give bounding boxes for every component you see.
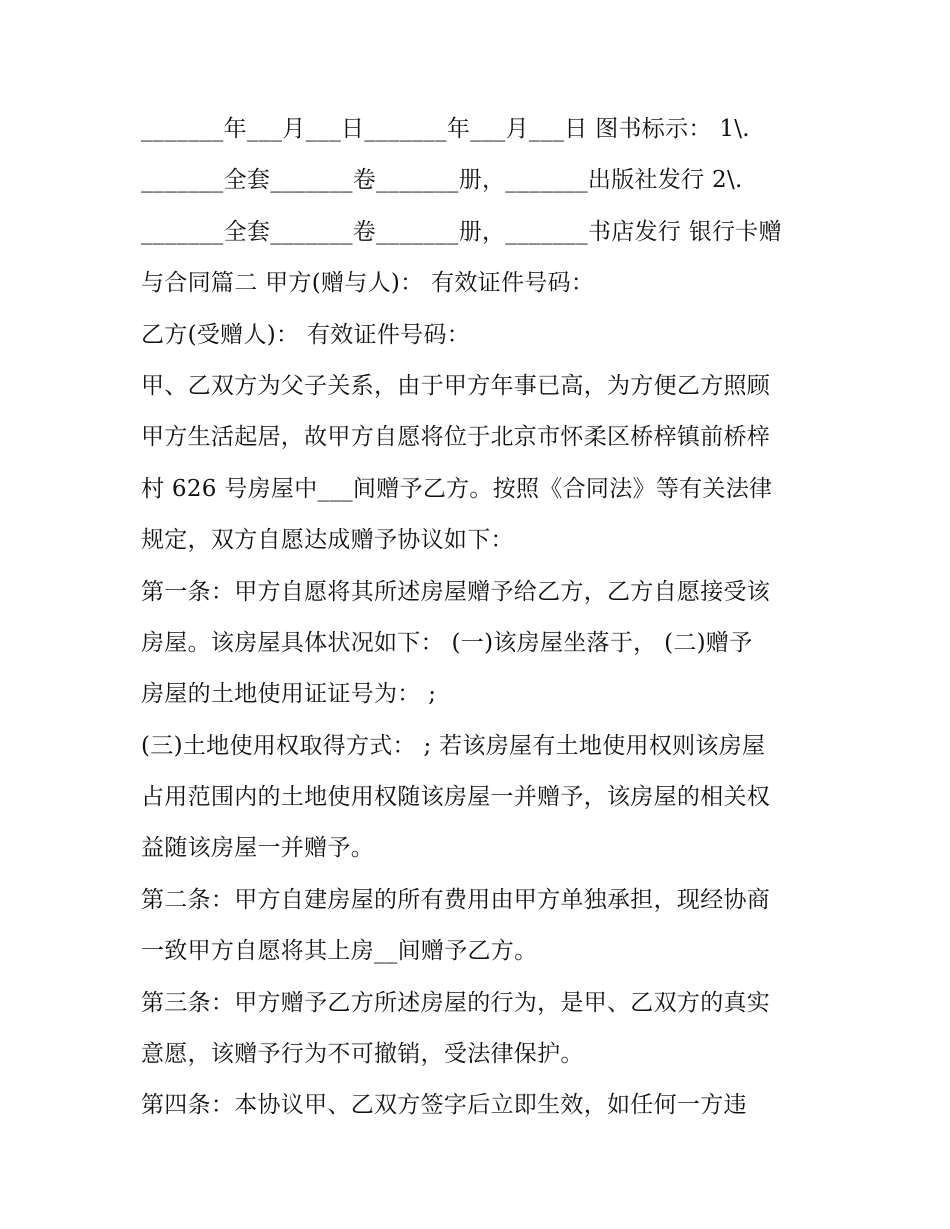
text-line: _______全套_______卷_______册，_______书店发行 银行卡赠 [141,218,782,245]
text-line: _______全套_______卷_______册，_______出版社发行 2\. [141,167,743,194]
text-line: 一致甲方自愿将其上房__间赠予乙方。 [141,938,538,965]
text-line: 第四条：本协议甲、乙双方签字后立即生效，如任何一方违 [141,1092,747,1119]
text-line: 房屋。该房屋具体状况如下： (一)该房屋坐落于， (二)赠予 [141,629,753,656]
text-line: _______年___月___日_______年___月___日 图书标示： 1\. [141,116,750,142]
text-line: 与合同篇二 甲方(赠与人)： 有效证件号码： [141,270,595,297]
text-line: 第二条：甲方自建房屋的所有费用由甲方单独承担，现经协商 [141,886,771,913]
text-line: 房屋的土地使用证证号为： ; [141,681,437,708]
text-line: 村 626 号房屋中___间赠予乙方。按照《合同法》等有关法律 [141,475,773,502]
text-line: 意愿，该赠予行为不可撤销，受法律保护。 [141,1041,584,1068]
text-line: 第一条：甲方自愿将其所述房屋赠予给乙方，乙方自愿接受该 [141,578,771,605]
text-line: 第三条：甲方赠予乙方所述房屋的行为，是甲、乙双方的真实 [141,989,771,1016]
text-line: 甲、乙双方为父子关系，由于甲方年事已高，为方便乙方照顾 [141,372,771,399]
text-line: 规定，双方自愿达成赠予协议如下： [141,527,514,554]
text-line: 益随该房屋一并赠予。 [141,835,374,862]
document-body [141,104,821,1132]
text-line: 占用范围内的土地使用权随该房屋一并赠予，该房屋的相关权 [141,784,771,811]
text-line: 乙方(受赠人)： 有效证件号码： [141,321,471,348]
text-line: 甲方生活起居，故甲方自愿将位于北京市怀柔区桥梓镇前桥梓 [141,424,771,451]
text-line: (三)土地使用权取得方式： ; 若该房屋有土地使用权则该房屋 [141,732,766,759]
